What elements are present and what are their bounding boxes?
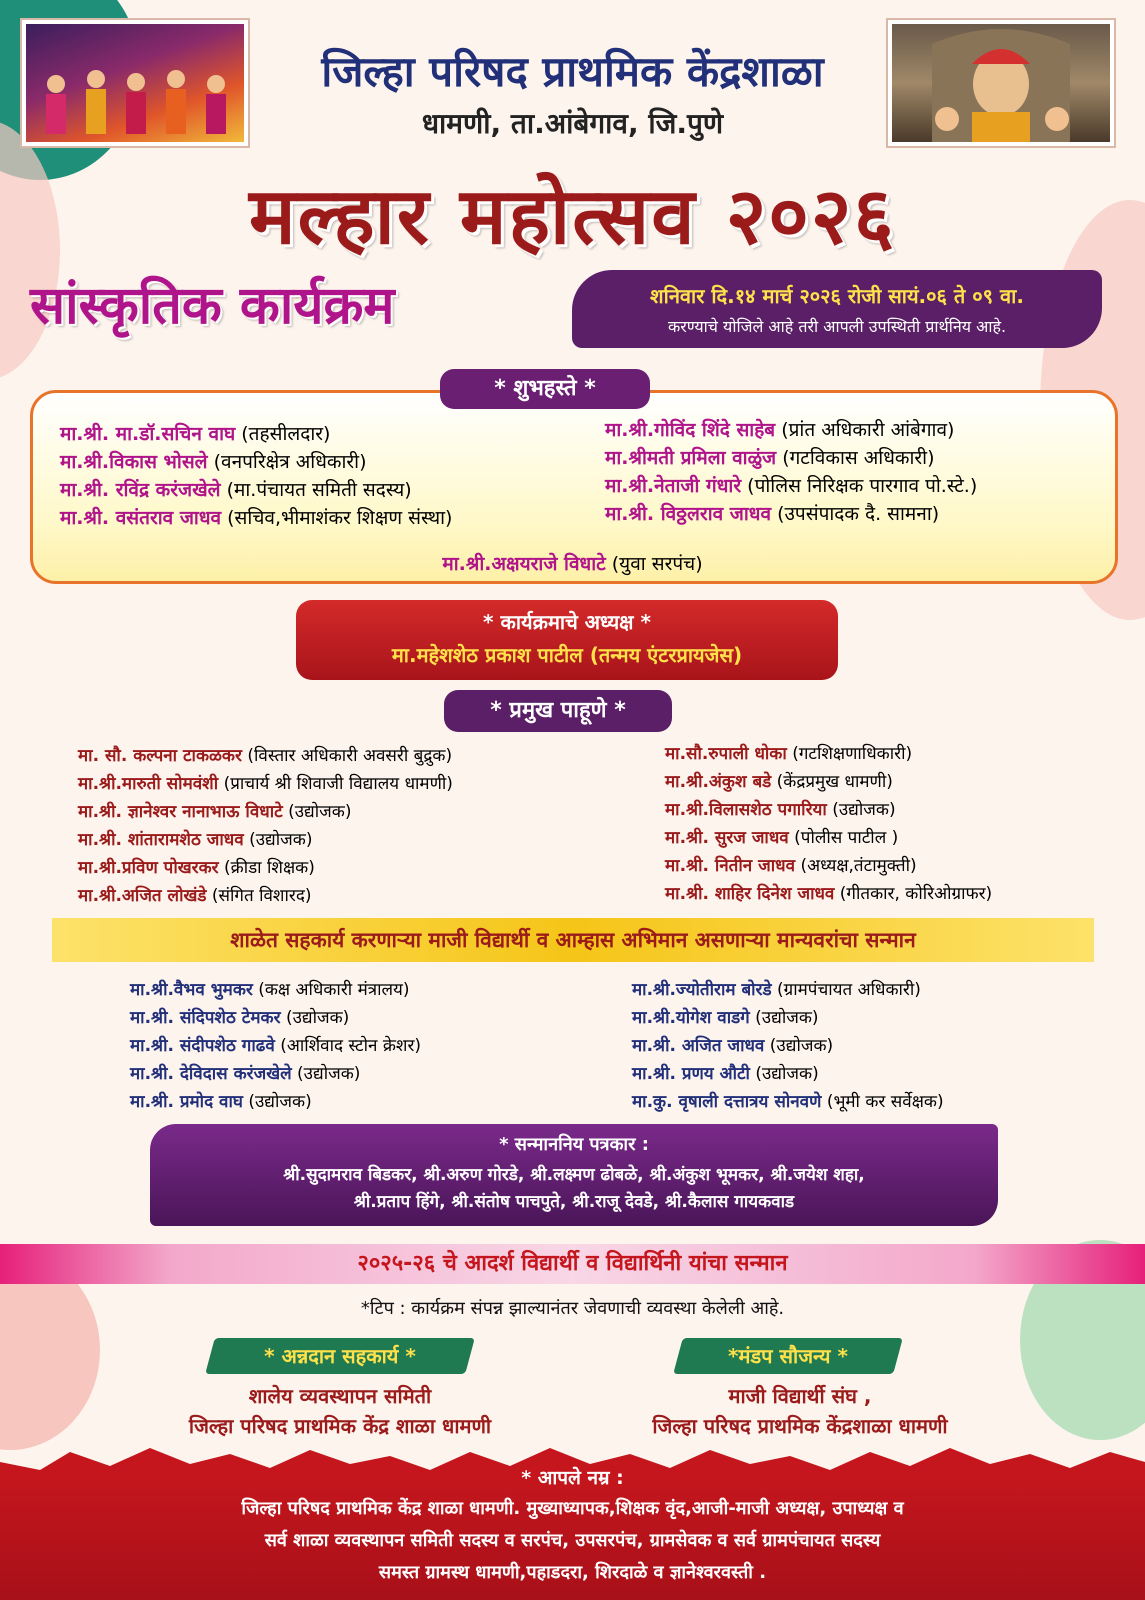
list-item	[632, 1088, 944, 1116]
pandal-sponsor-line: जिल्हा परिषद प्राथमिक केंद्रशाळा धामणी	[652, 1414, 948, 1438]
guest-role: (युवा सरपंच)	[611, 553, 703, 575]
guest-name: मा.श्री. शाहिर दिनेश जाधव	[665, 884, 835, 904]
honoree-role: (आर्शिवाद स्टोन क्रेशर)	[280, 1036, 422, 1056]
list-item	[632, 1032, 944, 1060]
guest-name: मा.श्री.विलासशेठ पगारिया	[665, 800, 827, 820]
list-item	[78, 826, 453, 854]
guest-role: (सचिव,भीमाशंकर शिक्षण संस्था)	[227, 507, 453, 529]
invite-line: करण्याचे योजिले आहे तरी आपली उपस्थिती प्रार्थनिय आहे.	[667, 317, 1007, 336]
honor-banner	[52, 918, 1094, 962]
guest-name: मा.श्री. विठ्ठलराव जाधव	[605, 503, 772, 525]
guest-role: (प्राचार्य श्री शिवाजी विद्यालय धामणी)	[223, 774, 453, 794]
guests-heading: * प्रमुख पाहूणे *	[444, 690, 672, 732]
festival-title: मल्हार महोत्सव २०२६	[248, 172, 896, 262]
students-banner-text: २०२५-२६ चे आदर्श विद्यार्थी व विद्यार्थिनी यांचा सन्मान	[357, 1251, 788, 1276]
footer-line: जिल्हा परिषद प्राथमिक केंद्र शाळा धामणी. मुख्याध्यापक,शिक्षक वृंद,आजी-माजी अध्यक्ष, उपाध्यक्ष व	[241, 1498, 904, 1519]
honoree-name: मा.श्री. संदीपशेठ गाढवे	[130, 1036, 275, 1056]
chief-guests-left	[60, 420, 452, 532]
guest-name: मा.सौ.रुपाली धोका	[665, 744, 787, 764]
list-item	[78, 854, 453, 882]
pandal-sponsor-line: माजी विद्यार्थी संघ ,	[728, 1384, 872, 1408]
list-item	[665, 824, 992, 852]
honoree-name: मा.कु. वृषाली दत्तात्रय सोनवणे	[632, 1092, 822, 1112]
list-item	[665, 740, 992, 768]
list-item	[130, 976, 421, 1004]
note: *टिप : कार्यक्रम संपन्न झाल्यानंतर जेवणाची व्यवस्था केलेली आहे.	[360, 1298, 785, 1319]
guest-name: मा.श्री. ज्ञानेश्वर नानाभाऊ विधाटे	[78, 802, 283, 822]
honoree-name: मा.श्री.वैभव भुमकर	[130, 980, 253, 1000]
honoree-name: मा.श्री. प्रमोद वाघ	[130, 1092, 243, 1112]
footer-line: सर्व शाळा व्यवस्थापन समिती सदस्य व सरपंच, उपसरपंच, ग्रामसेवक व सर्व ग्रामपंचायत सदस्य	[264, 1530, 881, 1551]
list-item	[605, 500, 977, 528]
honoree-role: (उद्योजक)	[248, 1092, 312, 1112]
guest-name: मा.श्री.गोविंद शिंदे साहेब	[605, 419, 776, 441]
list-item	[632, 1004, 944, 1032]
guests-left	[78, 742, 453, 910]
honoree-role: (ग्रामपंचायत अधिकारी)	[777, 980, 921, 1000]
honoree-role: (कक्ष अधिकारी मंत्रालय)	[258, 980, 410, 1000]
list-item	[605, 472, 977, 500]
honoree-name: मा.श्री. प्रणय औटी	[632, 1064, 750, 1084]
guest-name: मा.श्री.प्रविण पोखरकर	[78, 858, 219, 878]
honoree-role: (उद्योजक)	[285, 1008, 350, 1028]
pandal-sponsor-heading-text: *मंडप सौजन्य *	[728, 1344, 848, 1368]
list-item	[78, 742, 453, 770]
guest-role: (गटविकास अधिकारी)	[782, 447, 935, 469]
food-sponsor-heading-text: * अन्नदान सहकार्य *	[264, 1344, 416, 1368]
journalists-heading: * सन्माननिय पत्रकार :	[499, 1134, 649, 1155]
guest-name: मा.श्री.नेताजी गंधारे	[605, 475, 742, 497]
president-heading: * कार्यक्रमाचे अध्यक्ष *	[483, 610, 651, 634]
guest-name: मा.श्री.विकास भोसले	[60, 451, 208, 473]
guest-role: (उद्योजक)	[249, 830, 313, 850]
guest-role: (मा.पंचायत समिती सदस्य)	[226, 479, 412, 501]
honoree-name: मा.श्री.ज्योतीराम बोरडे	[632, 980, 772, 1000]
guest-role: (केंद्रप्रमुख धामणी)	[776, 772, 893, 792]
guest-name: मा.श्री. रविंद्र करंजखेले	[60, 479, 221, 501]
guest-role: (विस्तार अधिकारी अवसरी बुद्रुक)	[247, 746, 453, 766]
honorees-right	[632, 976, 944, 1116]
honorees-left	[130, 976, 421, 1116]
president-box	[296, 600, 838, 680]
list-item	[60, 476, 452, 504]
guest-role: (अध्यक्ष,तंटामुक्ती)	[800, 856, 917, 876]
list-item	[78, 770, 453, 798]
guest-role: (उद्योजक)	[832, 800, 896, 820]
subtitle: सांस्कृतिक कार्यक्रम	[30, 276, 395, 336]
guest-role: (गटशिक्षणाधिकारी)	[792, 744, 913, 764]
guest-role: (संगित विशारद)	[211, 886, 312, 906]
honoree-name: मा.श्री. संदिपशेठ टेमकर	[130, 1008, 281, 1028]
honoree-name: मा.श्री. अजित जाधव	[632, 1036, 765, 1056]
school-address: धामणी, ता.आंबेगाव, जि.पुणे	[421, 107, 724, 140]
guest-role: (उपसंपादक दै. सामना)	[777, 503, 940, 525]
list-item	[632, 976, 944, 1004]
guest-role: (गीतकार, कोरिओग्राफर)	[839, 884, 993, 904]
list-item	[130, 1004, 421, 1032]
list-item	[60, 448, 452, 476]
list-item	[78, 798, 453, 826]
chief-guest-center	[0, 550, 1145, 576]
date-line: शनिवार दि.१४ मार्च २०२६ रोजी सायं.०६ ते ०९ वा.	[650, 284, 1024, 308]
list-item	[130, 1060, 421, 1088]
guest-name: मा.श्रीमती प्रमिला वाळुंज	[605, 447, 777, 469]
guest-name: मा.श्री.मारुती सोमवंशी	[78, 774, 219, 794]
guests-right	[665, 740, 992, 908]
honoree-role: (उद्योजक)	[755, 1008, 819, 1028]
guest-name: मा. सौ. कल्पना टाकळकर	[78, 746, 242, 766]
guest-name: मा.श्री. शांतारामशेठ जाधव	[78, 830, 244, 850]
journalists-line: श्री.प्रताप हिंगे, श्री.संतोष पाचपुते, श्री.राजू देवडे, श्री.कैलास गायकवाड	[353, 1192, 795, 1212]
list-item	[60, 420, 452, 448]
president-name: मा.महेशशेठ प्रकाश पाटील (तन्मय एंटरप्रायजेस)	[391, 643, 743, 667]
list-item	[78, 882, 453, 910]
honoree-name: मा.श्री.योगेश वाडगे	[632, 1008, 750, 1028]
list-item	[605, 416, 977, 444]
list-item	[665, 796, 992, 824]
guest-role: (पोलीस पाटील )	[794, 828, 899, 848]
list-item	[60, 504, 452, 532]
guest-name: मा.श्री.अक्षयराजे विधाटे	[442, 553, 606, 575]
guest-name: मा.श्री. सुरज जाधव	[665, 828, 789, 848]
guest-role: (पोलिस निरिक्षक पारगाव पो.स्टे.)	[747, 475, 978, 497]
date-banner	[572, 270, 1102, 348]
guest-name: मा.श्री.अजित लोखंडे	[78, 886, 207, 906]
list-item	[130, 1088, 421, 1116]
guest-name: मा.श्री. नितीन जाधव	[665, 856, 796, 876]
honor-banner-text: शाळेत सहकार्य करणाऱ्या माजी विद्यार्थी व आम्हास अभिमान असणाऱ्या मान्यवरांचा सन्मान	[230, 928, 916, 952]
food-sponsor-line: शालेय व्यवस्थापन समिती	[248, 1384, 432, 1408]
honoree-role: (भूमी कर सर्वेक्षक)	[826, 1092, 944, 1112]
guest-role: (तहसीलदार)	[241, 423, 331, 445]
honoree-name: मा.श्री. देविदास करंजखेले	[130, 1064, 292, 1084]
list-item	[605, 444, 977, 472]
chief-guests-right	[605, 416, 977, 528]
honoree-role: (उद्योजक)	[769, 1036, 834, 1056]
journalists-box	[150, 1124, 998, 1226]
students-banner	[0, 1244, 1145, 1284]
guest-name: मा.श्री.अंकुश बडे	[665, 772, 772, 792]
food-sponsor-line: जिल्हा परिषद प्राथमिक केंद्र शाळा धामणी	[188, 1414, 492, 1438]
honoree-role: (उद्योजक)	[297, 1064, 361, 1084]
footer-heading: * आपले नम्र :	[521, 1467, 624, 1489]
school-name: जिल्हा परिषद प्राथमिक केंद्रशाळा	[321, 47, 824, 96]
list-item	[665, 852, 992, 880]
guest-role: (उद्योजक)	[288, 802, 352, 822]
chief-guests-heading: * शुभहस्ते *	[440, 369, 650, 409]
guest-role: (वनपरिक्षेत्र अधिकारी)	[213, 451, 367, 473]
list-item	[632, 1060, 944, 1088]
guest-name: मा.श्री. वसंतराव जाधव	[60, 507, 222, 529]
list-item	[130, 1032, 421, 1060]
guest-role: (प्रांत अधिकारी आंबेगाव)	[781, 419, 955, 441]
guest-role: (क्रीडा शिक्षक)	[224, 858, 315, 878]
footer-line: समस्त ग्रामस्थ धामणी,पहाडदरा, शिरदाळे व ज्ञानेश्वरवस्ती .	[378, 1562, 767, 1583]
list-item	[665, 880, 992, 908]
honoree-role: (उद्योजक)	[755, 1064, 819, 1084]
guest-name: मा.श्री. मा.डॉ.सचिन वाघ	[60, 423, 236, 445]
journalists-line: श्री.सुदामराव बिडकर, श्री.अरुण गोरडे, श्री.लक्ष्मण ढोबळे, श्री.अंकुश भूमकर, श्री.जयेश शहा,	[283, 1165, 865, 1185]
list-item	[665, 768, 992, 796]
